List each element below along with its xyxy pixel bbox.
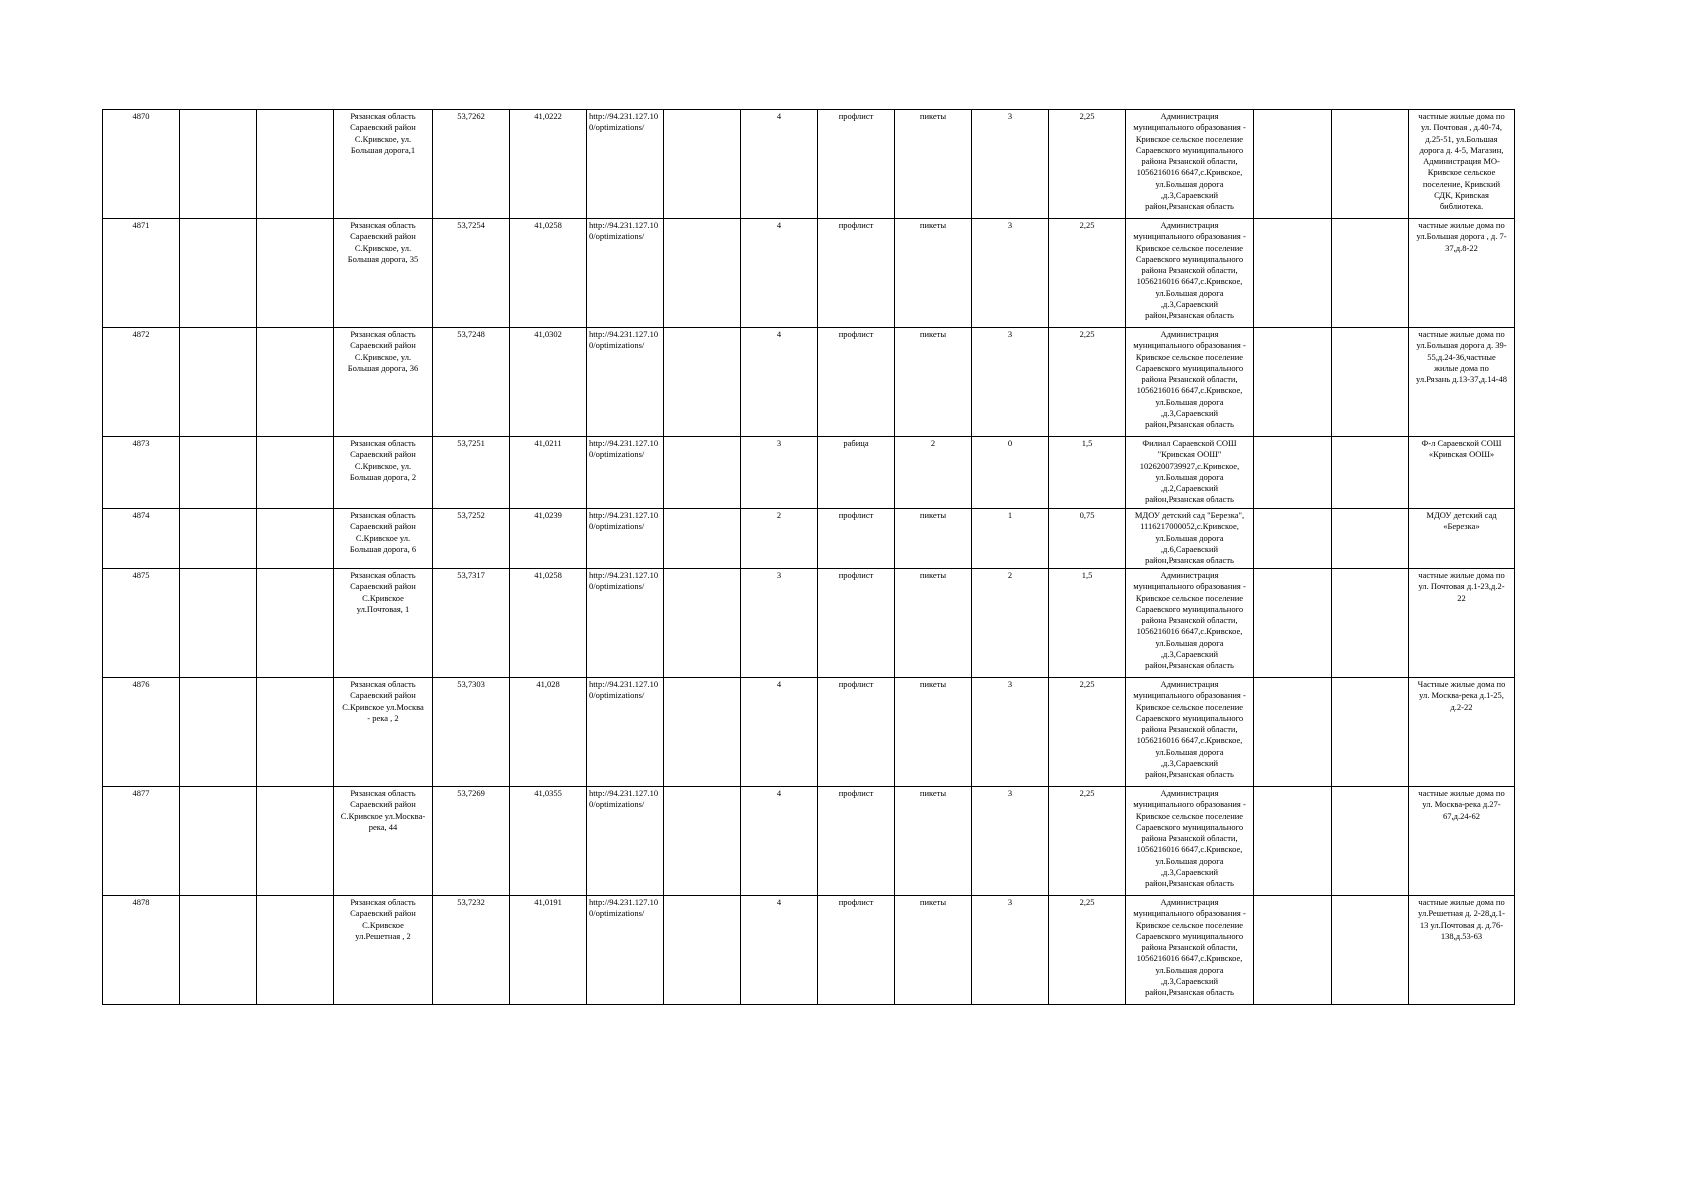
cell-empty-2 (257, 787, 334, 896)
cell-count: 4 (741, 787, 818, 896)
cell-address: Рязанская область Сараевский район С.Кривское, ул. Большая дорога,1 (334, 110, 433, 219)
cell-url: http://94.231.127.10 0/optimizations/ (587, 110, 664, 219)
cell-empty-4 (1254, 328, 1332, 437)
cell-containers: 1 (972, 509, 1049, 569)
cell-empty-4 (1254, 509, 1332, 569)
cell-address: Рязанская область Сараевский район С.Кривское ул.Решетная , 2 (334, 896, 433, 1005)
cell-empty-5 (1332, 678, 1409, 787)
cell-longitude: 41,0222 (510, 110, 587, 219)
cell-latitude: 53,7248 (433, 328, 510, 437)
cell-volume: 2,25 (1049, 678, 1126, 787)
cell-address: Рязанская область Сараевский район С.Кривское ул. Большая дорога, 6 (334, 509, 433, 569)
cell-longitude: 41,0239 (510, 509, 587, 569)
cell-sources: частные жилые дома по ул. Москва-река д.27- 67,д.24-62 (1409, 787, 1515, 896)
cell-owner: Администрация муниципального образования - Кривское сельское поселение Сараевского муниципального района Рязанской области, 1056216016 6647,с.Кривское, ул.Большая дорога ,д.3,Сараевский район,Рязанская область (1126, 678, 1254, 787)
cell-longitude: 41,0258 (510, 219, 587, 328)
cell-count: 3 (741, 569, 818, 678)
cell-owner: Администрация муниципального образования - Кривское сельское поселение Сараевского муниципального района Рязанской области, 1056216016 6647,с.Кривское, ул.Большая дорога ,д.3,Сараевский район,Рязанская область (1126, 569, 1254, 678)
cell-owner: Администрация муниципального образования - Кривское сельское поселение Сараевского муниципального района Рязанской области, 1056216016 6647,с.Кривское, ул.Большая дорога ,д.3,Сараевский район,Рязанская область (1126, 328, 1254, 437)
cell-latitude: 53,7303 (433, 678, 510, 787)
cell-empty-5 (1332, 328, 1409, 437)
cell-fence: пикеты (895, 678, 972, 787)
cell-empty-1 (180, 787, 257, 896)
cell-empty-5 (1332, 219, 1409, 328)
cell-empty-4 (1254, 569, 1332, 678)
cell-surface: профлист (818, 678, 895, 787)
cell-volume: 1,5 (1049, 437, 1126, 509)
cell-empty-5 (1332, 896, 1409, 1005)
cell-containers: 0 (972, 437, 1049, 509)
cell-empty-4 (1254, 437, 1332, 509)
cell-empty-3 (664, 219, 741, 328)
cell-volume: 2,25 (1049, 896, 1126, 1005)
cell-id: 4877 (103, 787, 180, 896)
cell-fence: пикеты (895, 110, 972, 219)
cell-owner: Администрация муниципального образования - Кривское сельское поселение Сараевского муниципального района Рязанской области, 1056216016 6647,с.Кривское, ул.Большая дорога ,д.3,Сараевский район,Рязанская область (1126, 219, 1254, 328)
cell-fence: пикеты (895, 219, 972, 328)
cell-url: http://94.231.127.10 0/optimizations/ (587, 569, 664, 678)
cell-url: http://94.231.127.10 0/optimizations/ (587, 678, 664, 787)
cell-volume: 2,25 (1049, 110, 1126, 219)
cell-containers: 3 (972, 328, 1049, 437)
cell-count: 4 (741, 678, 818, 787)
cell-count: 3 (741, 437, 818, 509)
cell-url: http://94.231.127.10 0/optimizations/ (587, 509, 664, 569)
cell-latitude: 53,7269 (433, 787, 510, 896)
cell-surface: профлист (818, 110, 895, 219)
cell-volume: 2,25 (1049, 328, 1126, 437)
registry-table (102, 109, 1515, 1005)
cell-empty-2 (257, 437, 334, 509)
cell-surface: профлист (818, 219, 895, 328)
cell-fence: пикеты (895, 896, 972, 1005)
cell-empty-3 (664, 509, 741, 569)
cell-latitude: 53,7262 (433, 110, 510, 219)
cell-longitude: 41,0191 (510, 896, 587, 1005)
cell-fence: пикеты (895, 328, 972, 437)
cell-empty-5 (1332, 569, 1409, 678)
cell-surface: профлист (818, 787, 895, 896)
cell-empty-5 (1332, 110, 1409, 219)
cell-sources: частные жилые дома по ул.Решетная д. 2-28,д.1- 13 ул.Почтовая д. д.76- 138,д.53-63 (1409, 896, 1515, 1005)
cell-owner: Филиал Сараевской СОШ "Кривская ООШ" 1026200739927,с.Кривское, ул.Большая дорога ,д.2,Сараевский район,Рязанская область (1126, 437, 1254, 509)
cell-address: Рязанская область Сараевский район С.Кривское, ул. Большая дорога, 35 (334, 219, 433, 328)
cell-id: 4871 (103, 219, 180, 328)
cell-latitude: 53,7251 (433, 437, 510, 509)
cell-empty-3 (664, 678, 741, 787)
cell-sources: частные жилые дома по ул. Почтовая д.1-23,д.2- 22 (1409, 569, 1515, 678)
cell-count: 4 (741, 110, 818, 219)
cell-fence: пикеты (895, 787, 972, 896)
cell-latitude: 53,7254 (433, 219, 510, 328)
cell-count: 4 (741, 328, 818, 437)
cell-url: http://94.231.127.10 0/optimizations/ (587, 896, 664, 1005)
cell-empty-4 (1254, 678, 1332, 787)
cell-surface: профлист (818, 896, 895, 1005)
cell-containers: 3 (972, 787, 1049, 896)
cell-volume: 2,25 (1049, 787, 1126, 896)
table-row (103, 219, 1515, 328)
cell-latitude: 53,7317 (433, 569, 510, 678)
cell-empty-2 (257, 896, 334, 1005)
cell-owner: Администрация муниципального образования - Кривское сельское поселение Сараевского муниципального района Рязанской области, 1056216016 6647,с.Кривское, ул.Большая дорога ,д.3,Сараевский район,Рязанская область (1126, 787, 1254, 896)
cell-empty-4 (1254, 110, 1332, 219)
cell-id: 4870 (103, 110, 180, 219)
cell-empty-3 (664, 787, 741, 896)
cell-empty-4 (1254, 219, 1332, 328)
table-row (103, 509, 1515, 569)
cell-longitude: 41,0355 (510, 787, 587, 896)
cell-empty-3 (664, 110, 741, 219)
cell-empty-2 (257, 678, 334, 787)
cell-empty-1 (180, 569, 257, 678)
table-row (103, 678, 1515, 787)
table-body (103, 110, 1515, 1005)
cell-longitude: 41,028 (510, 678, 587, 787)
cell-longitude: 41,0302 (510, 328, 587, 437)
cell-containers: 3 (972, 896, 1049, 1005)
cell-fence: 2 (895, 437, 972, 509)
cell-latitude: 53,7252 (433, 509, 510, 569)
cell-empty-1 (180, 896, 257, 1005)
cell-empty-4 (1254, 787, 1332, 896)
cell-fence: пикеты (895, 569, 972, 678)
cell-url: http://94.231.127.10 0/optimizations/ (587, 219, 664, 328)
cell-empty-5 (1332, 437, 1409, 509)
cell-id: 4874 (103, 509, 180, 569)
cell-sources: частные жилые дома по ул.Большая дорога , д. 7- 37,д.8-22 (1409, 219, 1515, 328)
cell-url: http://94.231.127.10 0/optimizations/ (587, 328, 664, 437)
cell-owner: Администрация муниципального образования - Кривское сельское поселение Сараевского муниципального района Рязанской области, 1056216016 6647,с.Кривское, ул.Большая дорога ,д.3,Сараевский район,Рязанская область (1126, 896, 1254, 1005)
cell-count: 2 (741, 509, 818, 569)
table-row (103, 896, 1515, 1005)
cell-longitude: 41,0258 (510, 569, 587, 678)
cell-empty-2 (257, 110, 334, 219)
table-row (103, 437, 1515, 509)
cell-sources: Частные жилые дома по ул. Москва-река д.1-25, д.2-22 (1409, 678, 1515, 787)
cell-empty-4 (1254, 896, 1332, 1005)
cell-address: Рязанская область Сараевский район С.Кривское ул.Москва - река , 2 (334, 678, 433, 787)
cell-id: 4873 (103, 437, 180, 509)
cell-empty-1 (180, 110, 257, 219)
cell-url: http://94.231.127.10 0/optimizations/ (587, 787, 664, 896)
cell-empty-2 (257, 569, 334, 678)
cell-containers: 3 (972, 219, 1049, 328)
cell-address: Рязанская область Сараевский район С.Кривское, ул. Большая дорога, 2 (334, 437, 433, 509)
cell-longitude: 41,0211 (510, 437, 587, 509)
cell-empty-1 (180, 509, 257, 569)
cell-volume: 2,25 (1049, 219, 1126, 328)
cell-surface: рабица (818, 437, 895, 509)
cell-empty-3 (664, 437, 741, 509)
cell-id: 4878 (103, 896, 180, 1005)
cell-count: 4 (741, 896, 818, 1005)
cell-surface: профлист (818, 569, 895, 678)
cell-sources: МДОУ детский сад «Березка» (1409, 509, 1515, 569)
table-row (103, 787, 1515, 896)
cell-fence: пикеты (895, 509, 972, 569)
cell-empty-2 (257, 328, 334, 437)
cell-empty-2 (257, 219, 334, 328)
cell-containers: 3 (972, 110, 1049, 219)
table-row (103, 328, 1515, 437)
cell-address: Рязанская область Сараевский район С.Кривское, ул. Большая дорога, 36 (334, 328, 433, 437)
cell-containers: 3 (972, 678, 1049, 787)
cell-surface: профлист (818, 509, 895, 569)
cell-id: 4872 (103, 328, 180, 437)
cell-empty-3 (664, 569, 741, 678)
cell-empty-3 (664, 896, 741, 1005)
cell-sources: частные жилые дома по ул.Большая дорога д. 39- 55,д.24-36,частные жилые дома по ул.Рязань д.13-37,д.14-48 (1409, 328, 1515, 437)
cell-empty-3 (664, 328, 741, 437)
cell-empty-1 (180, 328, 257, 437)
cell-empty-1 (180, 437, 257, 509)
cell-owner: МДОУ детский сад "Березка", 1116217000052,с.Кривское, ул.Большая дорога ,д.6,Сараевский район,Рязанская область (1126, 509, 1254, 569)
cell-id: 4876 (103, 678, 180, 787)
cell-surface: профлист (818, 328, 895, 437)
cell-empty-1 (180, 219, 257, 328)
cell-address: Рязанская область Сараевский район С.Кривское ул.Почтовая, 1 (334, 569, 433, 678)
cell-empty-1 (180, 678, 257, 787)
cell-empty-5 (1332, 787, 1409, 896)
cell-containers: 2 (972, 569, 1049, 678)
cell-owner: Администрация муниципального образования - Кривское сельское поселение Сараевского муниципального района Рязанской области, 1056216016 6647,с.Кривское, ул.Большая дорога ,д.3,Сараевский район,Рязанская область (1126, 110, 1254, 219)
table-row (103, 110, 1515, 219)
cell-volume: 0,75 (1049, 509, 1126, 569)
cell-sources: Ф-л Сараевской СОШ «Кривская ООШ» (1409, 437, 1515, 509)
cell-empty-5 (1332, 509, 1409, 569)
cell-sources: частные жилые дома по ул. Почтовая , д.40-74, д.25-51, ул.Большая дорога д. 4-5, Магазин, Администрация МО- Кривское сельское поселение, Кривский СДК, Кривская библиотека. (1409, 110, 1515, 219)
cell-count: 4 (741, 219, 818, 328)
cell-id: 4875 (103, 569, 180, 678)
table-row (103, 569, 1515, 678)
cell-volume: 1,5 (1049, 569, 1126, 678)
cell-empty-2 (257, 509, 334, 569)
cell-url: http://94.231.127.10 0/optimizations/ (587, 437, 664, 509)
cell-address: Рязанская область Сараевский район С.Кривское ул.Москва- река, 44 (334, 787, 433, 896)
cell-latitude: 53,7232 (433, 896, 510, 1005)
